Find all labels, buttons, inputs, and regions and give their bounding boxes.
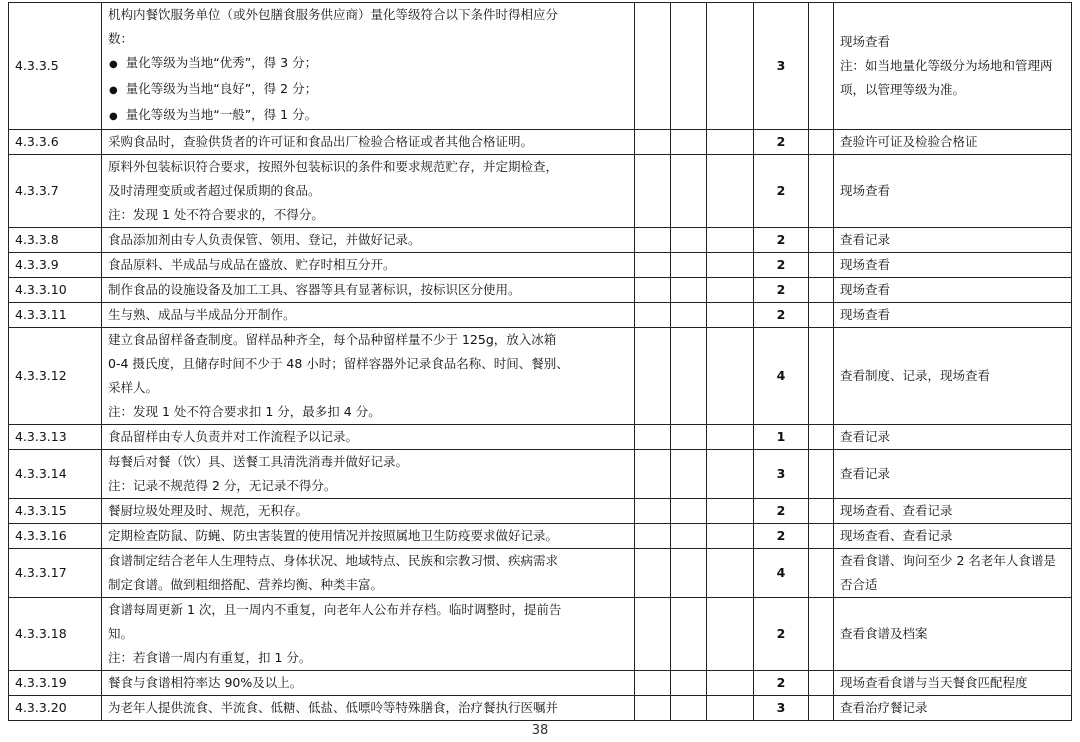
- item-method: [834, 3, 1072, 130]
- table-row: [9, 155, 1072, 228]
- blank-cell: [671, 155, 707, 228]
- method-line: 现场查看: [840, 183, 891, 198]
- page-number: 38: [531, 723, 549, 738]
- blank-cell: [635, 155, 671, 228]
- blank-cell: [707, 549, 754, 598]
- method-line: 项，以管理等级为准。: [840, 82, 966, 97]
- item-method: [834, 671, 1072, 696]
- item-score: 3: [754, 450, 809, 499]
- item-method: [834, 425, 1072, 450]
- table-row: [9, 549, 1072, 598]
- blank-cell: [707, 671, 754, 696]
- blank-cell: [809, 155, 834, 228]
- method-line: 现场查看、查看记录: [840, 503, 953, 518]
- requirement-line: 食品留样由专人负责并对工作流程予以记录。: [108, 429, 359, 444]
- blank-cell: [671, 425, 707, 450]
- blank-cell: [635, 450, 671, 499]
- table-row: [9, 425, 1072, 450]
- blank-cell: [809, 425, 834, 450]
- blank-cell: [809, 3, 834, 130]
- blank-cell: [809, 130, 834, 155]
- item-code: 4.3.3.6: [9, 130, 102, 155]
- method-line: 查看记录: [840, 466, 891, 481]
- item-method: [834, 524, 1072, 549]
- method-line: 查看记录: [840, 232, 891, 247]
- table-body: [9, 3, 1072, 721]
- blank-cell: [671, 598, 707, 671]
- requirement-line: 采购食品时，查验供货者的许可证和食品出厂检验合格证或者其他合格证明。: [108, 134, 534, 149]
- method-line: 现场查看: [840, 34, 891, 49]
- item-score: 4: [754, 549, 809, 598]
- blank-cell: [809, 499, 834, 524]
- item-score: 2: [754, 524, 809, 549]
- blank-cell: [809, 671, 834, 696]
- table-row: [9, 253, 1072, 278]
- blank-cell: [707, 303, 754, 328]
- method-line: 查验许可证及检验合格证: [840, 134, 978, 149]
- blank-cell: [635, 328, 671, 425]
- method-line: 查看食谱及档案: [840, 626, 928, 641]
- item-score: 1: [754, 425, 809, 450]
- requirement-line: 数：: [108, 31, 134, 46]
- table-row: [9, 3, 1072, 130]
- blank-cell: [671, 303, 707, 328]
- item-score: 2: [754, 228, 809, 253]
- item-method: [834, 130, 1072, 155]
- blank-cell: [809, 524, 834, 549]
- method-line: 否合适: [840, 577, 878, 592]
- blank-cell: [707, 499, 754, 524]
- requirement-line: 制作食品的设施设备及加工工具、容器等具有显著标识，按标识区分使用。: [108, 282, 521, 297]
- requirement-line: 餐食与食谱相符率达 90%及以上。: [108, 675, 303, 690]
- item-requirement: [102, 155, 635, 228]
- item-score: 3: [754, 3, 809, 130]
- item-code: 4.3.3.14: [9, 450, 102, 499]
- item-score: 3: [754, 696, 809, 721]
- item-method: [834, 228, 1072, 253]
- item-requirement: [102, 598, 635, 671]
- requirement-line: 食谱每周更新 1 次，且一周内不重复，向老年人公布并存档。临时调整时，提前告: [108, 602, 562, 617]
- requirement-line: 餐厨垃圾处理及时、规范，无积存。: [108, 503, 309, 518]
- requirement-line: 每餐后对餐（饮）具、送餐工具清洗消毒并做好记录。: [108, 454, 409, 469]
- table-row: [9, 328, 1072, 425]
- item-code: 4.3.3.11: [9, 303, 102, 328]
- item-score: 2: [754, 303, 809, 328]
- item-method: [834, 278, 1072, 303]
- blank-cell: [635, 696, 671, 721]
- blank-cell: [707, 228, 754, 253]
- blank-cell: [635, 549, 671, 598]
- table-row: [9, 228, 1072, 253]
- blank-cell: [707, 696, 754, 721]
- item-requirement: [102, 696, 635, 721]
- item-score: 4: [754, 328, 809, 425]
- method-line: 查看制度、记录，现场查看: [840, 368, 991, 383]
- item-requirement: [102, 450, 635, 499]
- blank-cell: [809, 598, 834, 671]
- blank-cell: [707, 155, 754, 228]
- blank-cell: [809, 253, 834, 278]
- blank-cell: [707, 3, 754, 130]
- requirement-bullet: ● 量化等级为当地“良好”，得 2 分；: [108, 77, 628, 103]
- method-line: 现场查看: [840, 257, 891, 272]
- blank-cell: [707, 524, 754, 549]
- item-score: 2: [754, 278, 809, 303]
- blank-cell: [707, 450, 754, 499]
- blank-cell: [809, 450, 834, 499]
- blank-cell: [635, 671, 671, 696]
- blank-cell: [671, 253, 707, 278]
- requirement-line: 采样人。: [108, 380, 159, 395]
- method-line: 现场查看、查看记录: [840, 528, 953, 543]
- requirement-line: 注：若食谱一周内有重复，扣 1 分。: [108, 650, 312, 665]
- requirement-line: 注：发现 1 处不符合要求的，不得分。: [108, 207, 324, 222]
- table-row: [9, 130, 1072, 155]
- blank-cell: [671, 499, 707, 524]
- item-code: 4.3.3.10: [9, 278, 102, 303]
- requirement-line: 机构内餐饮服务单位（或外包膳食服务供应商）量化等级符合以下条件时得相应分: [108, 7, 559, 22]
- blank-cell: [707, 598, 754, 671]
- item-method: [834, 499, 1072, 524]
- blank-cell: [635, 303, 671, 328]
- item-method: [834, 549, 1072, 598]
- item-code: 4.3.3.15: [9, 499, 102, 524]
- item-code: 4.3.3.9: [9, 253, 102, 278]
- blank-cell: [671, 450, 707, 499]
- blank-cell: [635, 228, 671, 253]
- method-line: 查看记录: [840, 429, 891, 444]
- blank-cell: [635, 598, 671, 671]
- blank-cell: [635, 3, 671, 130]
- item-requirement: [102, 499, 635, 524]
- item-requirement: [102, 328, 635, 425]
- blank-cell: [671, 549, 707, 598]
- item-method: [834, 598, 1072, 671]
- item-code: 4.3.3.5: [9, 3, 102, 130]
- requirement-line: 及时清理变质或者超过保质期的食品。: [108, 183, 321, 198]
- blank-cell: [635, 253, 671, 278]
- requirement-line: 食谱制定结合老年人生理特点、身体状况、地域特点、民族和宗教习惯、疾病需求: [108, 553, 559, 568]
- blank-cell: [707, 253, 754, 278]
- table-row: [9, 671, 1072, 696]
- scoring-table: [8, 2, 1072, 721]
- requirement-line: 建立食品留样备查制度。留样品种齐全，每个品种留样量不少于 125g，放入冰箱: [108, 332, 557, 347]
- method-line: 查看治疗餐记录: [840, 700, 928, 715]
- requirement-line: 制定食谱。做到粗细搭配、营养均衡、种类丰富。: [108, 577, 384, 592]
- item-code: 4.3.3.19: [9, 671, 102, 696]
- blank-cell: [671, 130, 707, 155]
- item-score: 2: [754, 598, 809, 671]
- blank-cell: [671, 228, 707, 253]
- requirement-line: 知。: [108, 626, 134, 641]
- blank-cell: [671, 671, 707, 696]
- requirement-line: 0-4 摄氏度，且储存时间不少于 48 小时；留样容器外记录食品名称、时间、餐别、: [108, 356, 569, 371]
- item-method: [834, 450, 1072, 499]
- blank-cell: [635, 524, 671, 549]
- blank-cell: [809, 696, 834, 721]
- item-requirement: [102, 253, 635, 278]
- item-code: 4.3.3.13: [9, 425, 102, 450]
- item-requirement: [102, 303, 635, 328]
- item-code: 4.3.3.17: [9, 549, 102, 598]
- requirement-line: 为老年人提供流食、半流食、低糖、低盐、低嘌呤等特殊膳食，治疗餐执行医嘱并: [108, 700, 559, 715]
- blank-cell: [809, 303, 834, 328]
- item-score: 2: [754, 671, 809, 696]
- item-score: 2: [754, 253, 809, 278]
- item-method: [834, 303, 1072, 328]
- item-method: [834, 253, 1072, 278]
- table-row: [9, 303, 1072, 328]
- method-line: 查看食谱、询问至少 2 名老年人食谱是: [840, 553, 1056, 568]
- blank-cell: [671, 696, 707, 721]
- table-row: [9, 499, 1072, 524]
- blank-cell: [809, 549, 834, 598]
- item-requirement: [102, 425, 635, 450]
- item-score: 2: [754, 155, 809, 228]
- requirement-line: 原料外包装标识符合要求，按照外包装标识的条件和要求规范贮存，并定期检查，: [108, 159, 559, 174]
- blank-cell: [707, 130, 754, 155]
- blank-cell: [707, 278, 754, 303]
- item-method: [834, 155, 1072, 228]
- blank-cell: [635, 278, 671, 303]
- item-requirement: [102, 671, 635, 696]
- item-code: 4.3.3.18: [9, 598, 102, 671]
- requirement-line: 定期检查防鼠、防蝇、防虫害装置的使用情况并按照属地卫生防疫要求做好记录。: [108, 528, 559, 543]
- requirement-line: 注：记录不规范得 2 分，无记录不得分。: [108, 478, 337, 493]
- blank-cell: [635, 425, 671, 450]
- table-row: [9, 450, 1072, 499]
- blank-cell: [809, 228, 834, 253]
- item-requirement: [102, 130, 635, 155]
- item-code: 4.3.3.8: [9, 228, 102, 253]
- blank-cell: [671, 328, 707, 425]
- blank-cell: [671, 3, 707, 130]
- method-line: 现场查看: [840, 307, 891, 322]
- item-code: 4.3.3.20: [9, 696, 102, 721]
- item-code: 4.3.3.12: [9, 328, 102, 425]
- table-row: [9, 278, 1072, 303]
- table-row: [9, 524, 1072, 549]
- item-requirement: [102, 3, 635, 130]
- table-row: [9, 598, 1072, 671]
- requirement-line: 食品添加剂由专人负责保管、领用、登记，并做好记录。: [108, 232, 421, 247]
- blank-cell: [671, 278, 707, 303]
- item-requirement: [102, 549, 635, 598]
- table-row: [9, 696, 1072, 721]
- item-requirement: [102, 228, 635, 253]
- blank-cell: [707, 328, 754, 425]
- blank-cell: [707, 425, 754, 450]
- item-method: [834, 328, 1072, 425]
- requirement-line: 食品原料、半成品与成品在盛放、贮存时相互分开。: [108, 257, 396, 272]
- requirement-line: 注：发现 1 处不符合要求扣 1 分，最多扣 4 分。: [108, 404, 381, 419]
- item-score: 2: [754, 499, 809, 524]
- method-line: 现场查看: [840, 282, 891, 297]
- blank-cell: [809, 328, 834, 425]
- item-requirement: [102, 524, 635, 549]
- item-method: [834, 696, 1072, 721]
- item-score: 2: [754, 130, 809, 155]
- requirement-line: 生与熟、成品与半成品分开制作。: [108, 307, 296, 322]
- item-requirement: [102, 278, 635, 303]
- item-code: 4.3.3.16: [9, 524, 102, 549]
- blank-cell: [635, 130, 671, 155]
- method-line: 注：如当地量化等级分为场地和管理两: [840, 58, 1053, 73]
- item-code: 4.3.3.7: [9, 155, 102, 228]
- method-line: 现场查看食谱与当天餐食匹配程度: [840, 675, 1028, 690]
- blank-cell: [809, 278, 834, 303]
- requirement-bullet: ● 量化等级为当地“一般”，得 1 分。: [108, 103, 628, 129]
- blank-cell: [671, 524, 707, 549]
- blank-cell: [635, 499, 671, 524]
- requirement-bullet: ● 量化等级为当地“优秀”，得 3 分；: [108, 51, 628, 77]
